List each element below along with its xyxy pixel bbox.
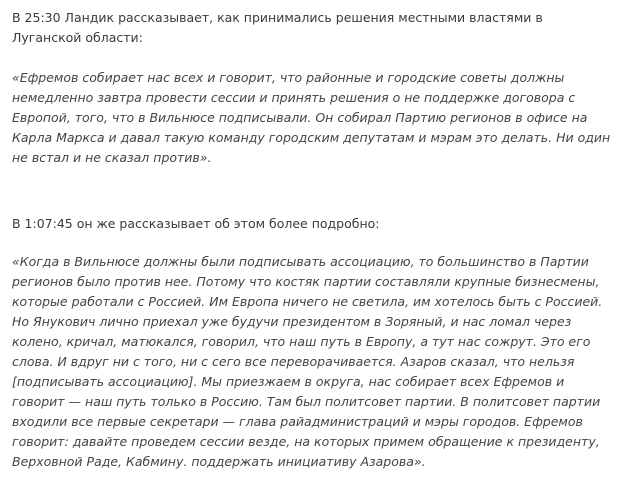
article-body [12, 8, 612, 472]
quote-paragraph-2: «Когда в Вильнюсе должны были подписывать ассоциацию, то большинство в Партии регионов было против нее. Потому что костяк партии составляли крупные бизнесмены, которые работали с Россией. Им Европа ничего не светила, им хотелось быть с Россией. Но Янукович лично приехал уже будучи президентом в Зоряный, и нас ломал через колено, кричал, матюкался, говорил, что наш путь в Европу, а тут нас сожрут. Это его слова. И вдруг ни с того, ни с сего все переворачивается. Азаров сказал, что нельзя [подписывать ассоциацию]. Мы приезжаем в округа, нас собирает всех Ефремов и говорит — наш путь только в Россию. Там был политсовет партии. В политсовет партии входили все первые секретари — глава райадминистраций и мэры городов. Ефремов говорит: давайте проведем сессии везде, на которых примем обращение к президенту, Верховной Раде, Кабмину. поддержать инициативу Азарова». [12, 254, 603, 469]
quote-paragraph-1: «Ефремов собирает нас всех и говорит, что районные и городские советы должны немедленно завтра провести сессии и принять решения о не поддержке договора с Европой, того, что в Вильнюсе подписывали. Он собирал Партию регионов в офисе на Карла Маркса и давал такую команду городским депутатам и мэрам это делать. Ни один не встал и не сказал против». [12, 70, 611, 165]
intro-paragraph-1: В 25:30 Ландик рассказывает, как принимались решения местными властями в Луганской области: [12, 10, 543, 45]
intro-paragraph-2: В 1:07:45 он же рассказывает об этом более подробно: [12, 216, 380, 231]
